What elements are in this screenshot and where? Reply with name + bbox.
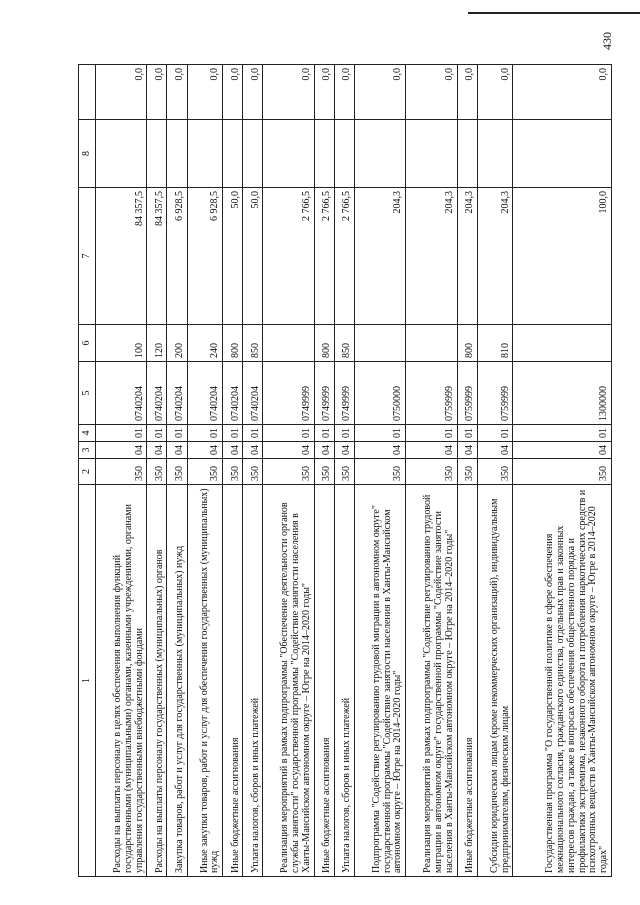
row-cell: 6 928,5 bbox=[187, 188, 223, 325]
row-cell: 04 bbox=[406, 442, 457, 459]
row-cell bbox=[147, 120, 167, 188]
row-cell: 0,0 bbox=[477, 65, 513, 120]
col-header: 8 bbox=[79, 120, 96, 188]
row-cell: 84 357,5 bbox=[147, 188, 167, 325]
row-cell bbox=[513, 325, 612, 362]
row-cell: 2 766,5 bbox=[314, 188, 334, 325]
row-cell: 350 bbox=[334, 459, 354, 485]
row-cell: 0,0 bbox=[167, 65, 187, 120]
row-cell: 01 bbox=[96, 425, 147, 442]
row-cell: 01 bbox=[223, 425, 243, 442]
row-cell bbox=[167, 120, 187, 188]
row-cell: 0749999 bbox=[334, 362, 354, 425]
row-cell bbox=[457, 120, 477, 188]
table-row bbox=[334, 65, 354, 877]
row-cell: 04 bbox=[513, 442, 612, 459]
row-cell: 04 bbox=[243, 442, 263, 459]
row-cell: 01 bbox=[263, 425, 314, 442]
row-cell: 350 bbox=[243, 459, 263, 485]
row-cell bbox=[314, 120, 334, 188]
table-row bbox=[314, 65, 334, 877]
row-cell: 01 bbox=[457, 425, 477, 442]
row-cell: 0740204 bbox=[167, 362, 187, 425]
row-cell: 0740204 bbox=[96, 362, 147, 425]
row-description: Закупка товаров, работ и услуг для государственных (муниципальных) нужд bbox=[167, 485, 187, 877]
row-cell: 01 bbox=[513, 425, 612, 442]
row-cell: 240 bbox=[187, 325, 223, 362]
col-header: 1 bbox=[79, 485, 96, 877]
row-cell: 0,0 bbox=[243, 65, 263, 120]
table-row bbox=[167, 65, 187, 877]
row-description: Подпрограмма "Содействие регулированию трудовой миграции в автономном округе" государственной программы "Содействие занятости населения в Ханты-Мансийском автономном округе – Югре на 2014–2020 годы" bbox=[354, 485, 405, 877]
row-cell: 0,0 bbox=[314, 65, 334, 120]
row-cell: 810 bbox=[477, 325, 513, 362]
row-cell: 0750000 bbox=[354, 362, 405, 425]
row-cell: 01 bbox=[167, 425, 187, 442]
row-cell: 01 bbox=[354, 425, 405, 442]
row-cell: 0749999 bbox=[314, 362, 334, 425]
row-cell bbox=[406, 120, 457, 188]
row-cell: 350 bbox=[314, 459, 334, 485]
row-cell bbox=[513, 120, 612, 188]
row-cell: 350 bbox=[96, 459, 147, 485]
row-cell: 0,0 bbox=[187, 65, 223, 120]
row-cell: 04 bbox=[334, 442, 354, 459]
row-cell: 2 766,5 bbox=[263, 188, 314, 325]
row-cell: 04 bbox=[457, 442, 477, 459]
row-cell: 0759999 bbox=[477, 362, 513, 425]
page-number: 430 bbox=[600, 32, 614, 50]
row-cell: 0,0 bbox=[457, 65, 477, 120]
row-cell: 50,0 bbox=[223, 188, 243, 325]
row-cell: 850 bbox=[334, 325, 354, 362]
row-cell: 04 bbox=[477, 442, 513, 459]
table-row bbox=[477, 65, 513, 877]
row-cell: 04 bbox=[187, 442, 223, 459]
row-description: Уплата налогов, сборов и иных платежей bbox=[243, 485, 263, 877]
row-cell: 0740204 bbox=[147, 362, 167, 425]
row-cell: 01 bbox=[477, 425, 513, 442]
row-cell: 0759999 bbox=[406, 362, 457, 425]
top-rule bbox=[468, 12, 640, 14]
row-cell: 01 bbox=[314, 425, 334, 442]
row-cell: 204,3 bbox=[354, 188, 405, 325]
row-cell: 6 928,5 bbox=[167, 188, 187, 325]
row-description: Субсидии юридическим лицам (кроме некоммерческих организаций), индивидуальным предпринимателям, физическим лицам bbox=[477, 485, 513, 877]
row-cell: 04 bbox=[167, 442, 187, 459]
row-description: Иные бюджетные ассигнования bbox=[457, 485, 477, 877]
row-cell: 350 bbox=[167, 459, 187, 485]
row-cell bbox=[354, 120, 405, 188]
row-cell: 04 bbox=[147, 442, 167, 459]
row-cell: 120 bbox=[147, 325, 167, 362]
row-cell: 01 bbox=[243, 425, 263, 442]
row-description: Государственная программа "О государственной политике в сфере обеспечения межнационального согласия, гражданского единства, отдельных прав и законных интересов граждан, а также в вопросах обеспечения общественного порядка и профилактики экстремизма, незаконного оборота и потребления наркотических средств и психотропных веществ в Ханты-Мансийском автономном округе – Югре в 2014–2020 годах" bbox=[513, 485, 612, 877]
row-cell: 04 bbox=[263, 442, 314, 459]
row-cell: 04 bbox=[223, 442, 243, 459]
row-cell: 350 bbox=[354, 459, 405, 485]
row-description: Уплата налогов, сборов и иных платежей bbox=[334, 485, 354, 877]
row-cell: 01 bbox=[147, 425, 167, 442]
row-cell: 0740204 bbox=[223, 362, 243, 425]
row-cell bbox=[223, 120, 243, 188]
row-description: Иные бюджетные ассигнования bbox=[314, 485, 334, 877]
row-cell bbox=[354, 325, 405, 362]
budget-table-rotated bbox=[78, 65, 612, 877]
row-cell bbox=[263, 120, 314, 188]
row-cell: 01 bbox=[187, 425, 223, 442]
table-row bbox=[406, 65, 457, 877]
row-cell: 04 bbox=[354, 442, 405, 459]
row-cell: 84 357,5 bbox=[96, 188, 147, 325]
row-cell: 350 bbox=[263, 459, 314, 485]
row-cell: 0740204 bbox=[187, 362, 223, 425]
table-row bbox=[96, 65, 147, 877]
table-row bbox=[223, 65, 243, 877]
row-cell: 04 bbox=[314, 442, 334, 459]
row-cell bbox=[96, 120, 147, 188]
row-cell: 350 bbox=[477, 459, 513, 485]
row-cell bbox=[406, 325, 457, 362]
row-cell: 01 bbox=[334, 425, 354, 442]
row-cell: 800 bbox=[457, 325, 477, 362]
table-row bbox=[147, 65, 167, 877]
row-cell: 0759999 bbox=[457, 362, 477, 425]
table-row bbox=[243, 65, 263, 877]
row-cell: 200 bbox=[167, 325, 187, 362]
col-header: 3 bbox=[79, 442, 96, 459]
row-cell: 100,0 bbox=[513, 188, 612, 325]
row-description: Иные бюджетные ассигнования bbox=[223, 485, 243, 877]
row-cell bbox=[187, 120, 223, 188]
row-cell: 350 bbox=[187, 459, 223, 485]
row-cell: 0,0 bbox=[513, 65, 612, 120]
row-cell bbox=[243, 120, 263, 188]
table-row bbox=[354, 65, 405, 877]
row-cell: 0,0 bbox=[334, 65, 354, 120]
row-cell: 0749999 bbox=[263, 362, 314, 425]
row-cell: 0,0 bbox=[96, 65, 147, 120]
row-cell: 04 bbox=[96, 442, 147, 459]
col-header: 2 bbox=[79, 459, 96, 485]
col-header: 7 bbox=[79, 188, 96, 325]
row-cell: 2 766,5 bbox=[334, 188, 354, 325]
col-header: 6 bbox=[79, 325, 96, 362]
row-cell: 0,0 bbox=[263, 65, 314, 120]
row-cell: 350 bbox=[513, 459, 612, 485]
row-cell: 350 bbox=[223, 459, 243, 485]
table-row bbox=[263, 65, 314, 877]
row-cell: 0,0 bbox=[147, 65, 167, 120]
row-cell: 800 bbox=[314, 325, 334, 362]
row-cell bbox=[334, 120, 354, 188]
table-row bbox=[457, 65, 477, 877]
row-cell: 204,3 bbox=[477, 188, 513, 325]
header-row bbox=[79, 65, 96, 877]
row-cell: 800 bbox=[223, 325, 243, 362]
col-header: 5 bbox=[79, 362, 96, 425]
row-cell: 0,0 bbox=[406, 65, 457, 120]
row-description: Реализация мероприятий в рамках подпрограммы "Обеспечение деятельности органов службы занятости" государственной программы "Содействие занятости населения в Ханты-Мансийском автономном округе – Югре на 2014–2020 годы" bbox=[263, 485, 314, 877]
row-cell: 1300000 bbox=[513, 362, 612, 425]
row-cell: 100 bbox=[96, 325, 147, 362]
row-cell: 50,0 bbox=[243, 188, 263, 325]
row-cell: 350 bbox=[457, 459, 477, 485]
row-description: Иные закупки товаров, работ и услуг для обеспечения государственных (муниципальных) нужд bbox=[187, 485, 223, 877]
col-header-blank bbox=[79, 65, 96, 120]
table-row bbox=[187, 65, 223, 877]
row-cell: 0,0 bbox=[354, 65, 405, 120]
row-description: Расходы на выплаты персоналу в целях обеспечения выполнения функций государственными (муниципальными) органами, казенными учреждениями, органами управления государственными внебюджетными фондами bbox=[96, 485, 147, 877]
budget-table bbox=[78, 64, 612, 877]
row-cell bbox=[263, 325, 314, 362]
table-row bbox=[513, 65, 612, 877]
col-header: 4 bbox=[79, 425, 96, 442]
row-cell bbox=[477, 120, 513, 188]
row-cell: 204,3 bbox=[457, 188, 477, 325]
row-cell: 850 bbox=[243, 325, 263, 362]
row-cell: 0740204 bbox=[243, 362, 263, 425]
row-cell: 0,0 bbox=[223, 65, 243, 120]
row-cell: 350 bbox=[406, 459, 457, 485]
row-cell: 01 bbox=[406, 425, 457, 442]
row-cell: 350 bbox=[147, 459, 167, 485]
row-description: Реализация мероприятий в рамках подпрограммы "Содействие регулированию трудовой миграции в автономном округе" государственной программы "Содействие занятости населения в Ханты-Мансийском автономном округе – Югре на 2014–2020 годы" bbox=[406, 485, 457, 877]
row-cell: 204,3 bbox=[406, 188, 457, 325]
row-description: Расходы на выплаты персоналу государственных (муниципальных) органов bbox=[147, 485, 167, 877]
